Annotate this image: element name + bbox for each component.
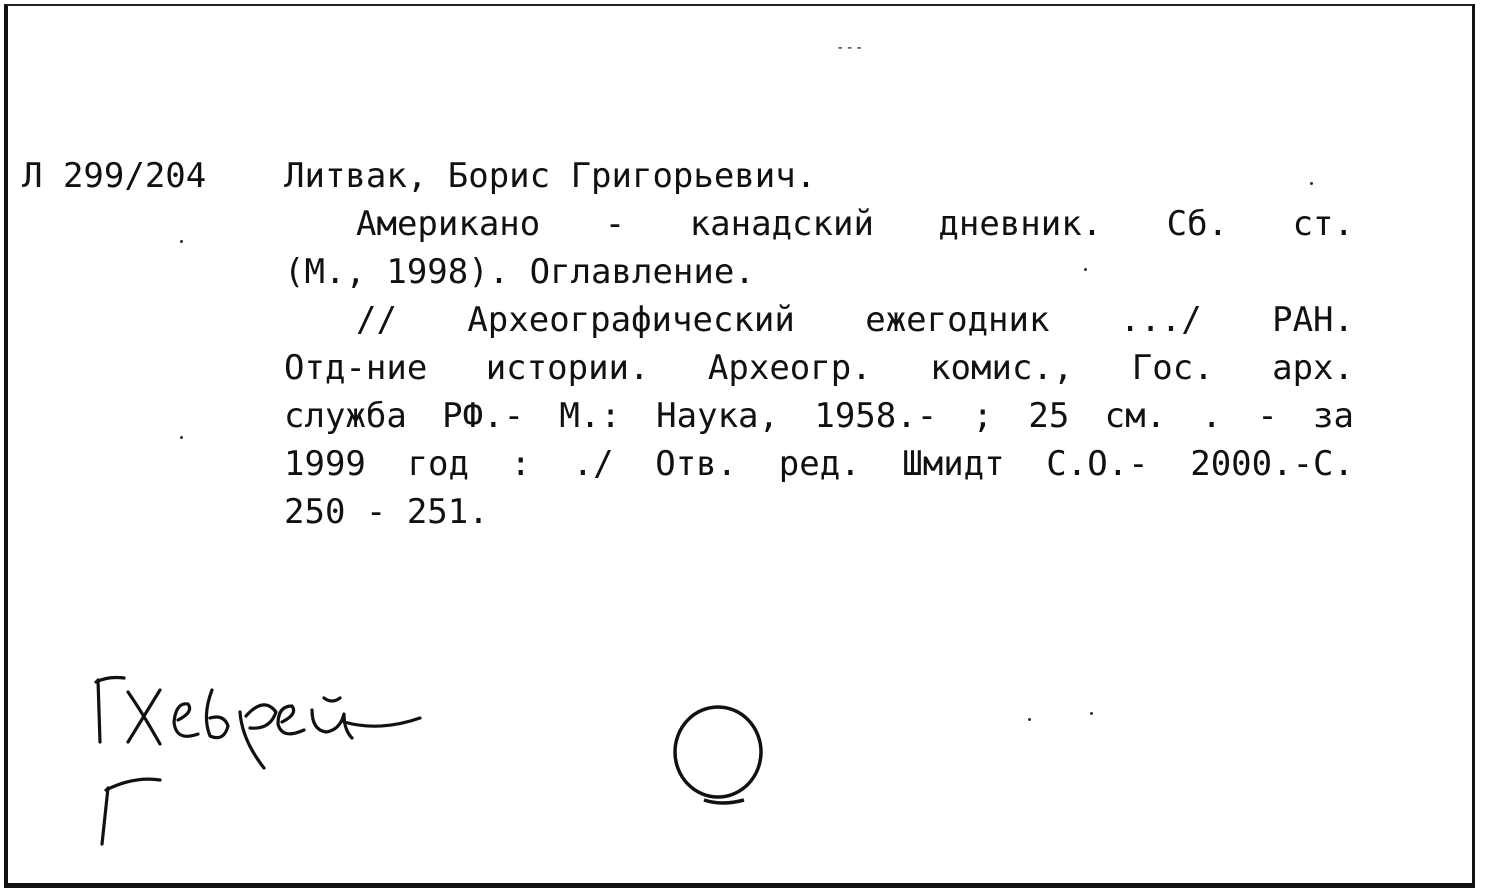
source-line-3: служба РФ.- М.: Наука, 1958.- ; 25 см. . - за xyxy=(284,396,1354,436)
source-line-4: 1999 год : ./ Отв. ред. Шмидт С.О.- 2000.-С. xyxy=(284,444,1354,484)
author-line: Литвак, Борис Григорьевич. xyxy=(284,156,817,196)
source-line-1: // Археографический ежегодник .../ РАН. xyxy=(356,300,1354,340)
scan-speck xyxy=(180,436,183,439)
source-line-2: Отд-ние истории. Археогр. комис., Гос. арх. xyxy=(284,348,1354,388)
title-line-1: Американо - канадский дневник. Сб. ст. xyxy=(356,204,1354,244)
shelf-mark: Л 299/204 xyxy=(22,156,207,196)
scan-speck xyxy=(1084,268,1087,271)
scan-speck xyxy=(1090,712,1093,715)
bibliographic-entry xyxy=(284,152,1354,536)
scan-speck xyxy=(1310,182,1313,185)
source-line-5: 250 - 251. xyxy=(284,492,489,532)
top-mark: --- xyxy=(836,40,865,56)
circle-mark xyxy=(664,702,774,812)
handwritten-note xyxy=(90,660,450,860)
scan-speck xyxy=(180,240,183,243)
title-line-2: (М., 1998). Оглавление. xyxy=(284,252,755,292)
scan-speck xyxy=(1028,718,1031,721)
